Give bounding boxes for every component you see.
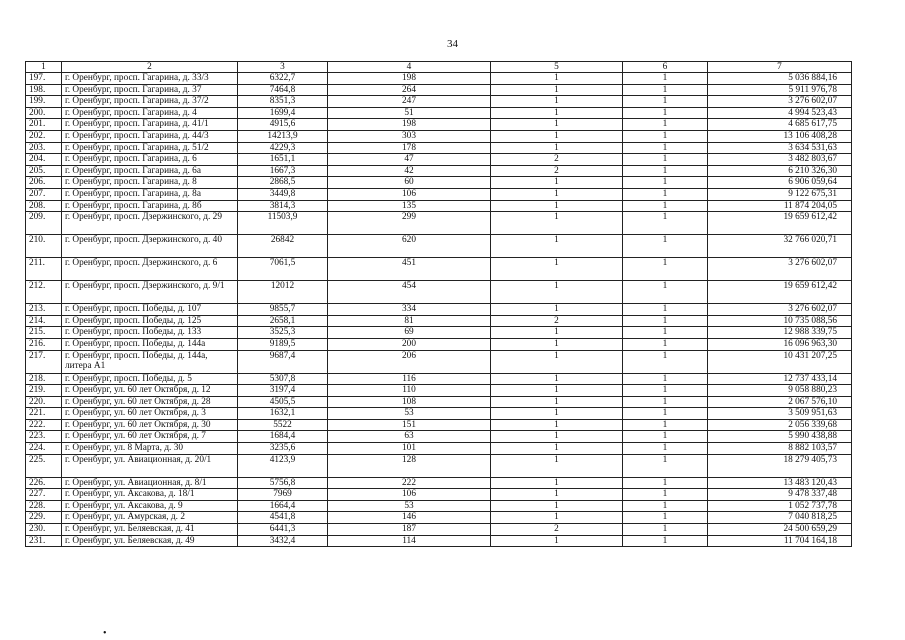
cell-area: 12012 — [238, 281, 328, 304]
cell-addr: г. Оренбург, просп. Гагарина, д. 8 — [62, 177, 238, 189]
cell-b: 1 — [623, 107, 708, 119]
table-row — [26, 350, 852, 373]
table-row — [26, 200, 852, 212]
cell-a: 1 — [491, 477, 623, 489]
cell-res: 187 — [328, 524, 491, 536]
cell-b: 1 — [623, 327, 708, 339]
cell-addr: г. Оренбург, просп. Гагарина, д. 37/2 — [62, 96, 238, 108]
cell-n: 218. — [26, 373, 62, 385]
cell-a: 1 — [491, 258, 623, 281]
cell-n: 203. — [26, 142, 62, 154]
cell-b: 1 — [623, 454, 708, 477]
column-header-row — [26, 62, 852, 73]
cell-area: 4915,6 — [238, 119, 328, 131]
cell-area: 1664,4 — [238, 500, 328, 512]
cell-n: 217. — [26, 350, 62, 373]
cell-cost: 13 106 408,28 — [708, 130, 852, 142]
cell-area: 11503,9 — [238, 212, 328, 235]
cell-area: 7464,8 — [238, 84, 328, 96]
cell-addr: г. Оренбург, просп. Гагарина, д. 41/1 — [62, 119, 238, 131]
cell-res: 116 — [328, 373, 491, 385]
cell-n: 215. — [26, 327, 62, 339]
cell-cost: 5 990 438,88 — [708, 431, 852, 443]
cell-b: 1 — [623, 212, 708, 235]
column-header: 6 — [623, 62, 708, 73]
cell-b: 1 — [623, 443, 708, 455]
cell-cost: 3 482 803,67 — [708, 154, 852, 166]
cell-area: 3449,8 — [238, 188, 328, 200]
cell-res: 69 — [328, 327, 491, 339]
cell-n: 212. — [26, 281, 62, 304]
cell-area: 4123,9 — [238, 454, 328, 477]
cell-n: 200. — [26, 107, 62, 119]
table-row — [26, 258, 852, 281]
cell-n: 214. — [26, 315, 62, 327]
cell-addr: г. Оренбург, просп. Дзержинского, д. 6 — [62, 258, 238, 281]
cell-a: 1 — [491, 385, 623, 397]
cell-n: 230. — [26, 524, 62, 536]
cell-n: 216. — [26, 338, 62, 350]
table-row — [26, 327, 852, 339]
cell-a: 2 — [491, 154, 623, 166]
cell-a: 2 — [491, 524, 623, 536]
cell-b: 1 — [623, 524, 708, 536]
table-row — [26, 443, 852, 455]
table-row — [26, 142, 852, 154]
cell-res: 334 — [328, 304, 491, 316]
cell-addr: г. Оренбург, просп. Гагарина, д. 4 — [62, 107, 238, 119]
cell-a: 1 — [491, 512, 623, 524]
table-row — [26, 408, 852, 420]
table-row — [26, 281, 852, 304]
cell-res: 247 — [328, 96, 491, 108]
cell-cost: 11 704 164,18 — [708, 535, 852, 547]
cell-cost: 4 994 523,43 — [708, 107, 852, 119]
cell-res: 206 — [328, 350, 491, 373]
cell-res: 151 — [328, 419, 491, 431]
cell-area: 9189,5 — [238, 338, 328, 350]
cell-a: 2 — [491, 315, 623, 327]
cell-res: 101 — [328, 443, 491, 455]
cell-cost: 12 988 339,75 — [708, 327, 852, 339]
cell-res: 110 — [328, 385, 491, 397]
cell-a: 1 — [491, 327, 623, 339]
cell-addr: г. Оренбург, ул. Беляевская, д. 41 — [62, 524, 238, 536]
cell-n: 198. — [26, 84, 62, 96]
cell-n: 197. — [26, 73, 62, 85]
cell-b: 1 — [623, 396, 708, 408]
cell-cost: 10 735 088,56 — [708, 315, 852, 327]
cell-a: 1 — [491, 489, 623, 501]
table-row — [26, 84, 852, 96]
cell-addr: г. Оренбург, ул. Авиационная, д. 8/1 — [62, 477, 238, 489]
cell-area: 1699,4 — [238, 107, 328, 119]
cell-res: 454 — [328, 281, 491, 304]
cell-cost: 24 500 659,29 — [708, 524, 852, 536]
cell-n: 213. — [26, 304, 62, 316]
cell-b: 1 — [623, 373, 708, 385]
cell-area: 5522 — [238, 419, 328, 431]
cell-b: 1 — [623, 419, 708, 431]
cell-area: 1684,4 — [238, 431, 328, 443]
cell-res: 222 — [328, 477, 491, 489]
cell-addr: г. Оренбург, просп. Гагарина, д. 8а — [62, 188, 238, 200]
cell-area: 5307,8 — [238, 373, 328, 385]
table-row — [26, 235, 852, 258]
cell-cost: 6 906 059,64 — [708, 177, 852, 189]
table-row — [26, 489, 852, 501]
cell-b: 1 — [623, 73, 708, 85]
cell-addr: г. Оренбург, просп. Гагарина, д. 6а — [62, 165, 238, 177]
column-header: 1 — [26, 62, 62, 73]
cell-a: 1 — [491, 281, 623, 304]
cell-n: 201. — [26, 119, 62, 131]
cell-res: 146 — [328, 512, 491, 524]
cell-res: 81 — [328, 315, 491, 327]
cell-b: 1 — [623, 431, 708, 443]
cell-addr: г. Оренбург, ул. Авиационная, д. 20/1 — [62, 454, 238, 477]
cell-b: 1 — [623, 142, 708, 154]
table-row — [26, 338, 852, 350]
table-row — [26, 512, 852, 524]
cell-area: 14213,9 — [238, 130, 328, 142]
table-row — [26, 96, 852, 108]
cell-cost: 4 685 617,75 — [708, 119, 852, 131]
cell-n: 220. — [26, 396, 62, 408]
column-header: 3 — [238, 62, 328, 73]
cell-n: 208. — [26, 200, 62, 212]
cell-cost: 9 058 880,23 — [708, 385, 852, 397]
cell-n: 219. — [26, 385, 62, 397]
cell-addr: г. Оренбург, просп. Гагарина, д. 8б — [62, 200, 238, 212]
cell-addr: г. Оренбург, просп. Победы, д. 144а — [62, 338, 238, 350]
cell-addr: г. Оренбург, ул. Амурская, д. 2 — [62, 512, 238, 524]
cell-b: 1 — [623, 84, 708, 96]
cell-area: 26842 — [238, 235, 328, 258]
table-row — [26, 396, 852, 408]
cell-cost: 1 052 737,78 — [708, 500, 852, 512]
cell-cost: 5 036 884,16 — [708, 73, 852, 85]
cell-cost: 19 659 612,42 — [708, 281, 852, 304]
cell-a: 1 — [491, 431, 623, 443]
cell-a: 1 — [491, 73, 623, 85]
cell-n: 211. — [26, 258, 62, 281]
column-header: 4 — [328, 62, 491, 73]
cell-a: 1 — [491, 396, 623, 408]
cell-addr: г. Оренбург, просп. Дзержинского, д. 9/1 — [62, 281, 238, 304]
table-row — [26, 154, 852, 166]
table-row — [26, 304, 852, 316]
cell-area: 2868,5 — [238, 177, 328, 189]
cell-area: 3814,3 — [238, 200, 328, 212]
table-row — [26, 385, 852, 397]
cell-b: 1 — [623, 200, 708, 212]
cell-area: 5756,8 — [238, 477, 328, 489]
cell-cost: 3 276 602,07 — [708, 96, 852, 108]
cell-a: 1 — [491, 408, 623, 420]
cell-a: 2 — [491, 165, 623, 177]
cell-n: 207. — [26, 188, 62, 200]
cell-area: 9855,7 — [238, 304, 328, 316]
cell-cost: 32 766 020,71 — [708, 235, 852, 258]
cell-a: 1 — [491, 142, 623, 154]
cell-area: 8351,3 — [238, 96, 328, 108]
column-header: 7 — [708, 62, 852, 73]
cell-a: 1 — [491, 177, 623, 189]
cell-cost: 7 040 818,25 — [708, 512, 852, 524]
cell-cost: 9 122 675,31 — [708, 188, 852, 200]
table-row — [26, 535, 852, 547]
cell-res: 451 — [328, 258, 491, 281]
cell-a: 1 — [491, 212, 623, 235]
cell-addr: г. Оренбург, просп. Победы, д. 5 — [62, 373, 238, 385]
cell-a: 1 — [491, 84, 623, 96]
cell-b: 1 — [623, 408, 708, 420]
table-row — [26, 373, 852, 385]
cell-area: 1651,1 — [238, 154, 328, 166]
cell-res: 128 — [328, 454, 491, 477]
table-row — [26, 431, 852, 443]
cell-area: 1632,1 — [238, 408, 328, 420]
cell-addr: г. Оренбург, просп. Победы, д. 107 — [62, 304, 238, 316]
cell-addr: г. Оренбург, просп. Гагарина, д. 44/3 — [62, 130, 238, 142]
cell-area: 3235,6 — [238, 443, 328, 455]
cell-n: 204. — [26, 154, 62, 166]
cell-b: 1 — [623, 258, 708, 281]
cell-a: 1 — [491, 188, 623, 200]
cell-cost: 3 509 951,63 — [708, 408, 852, 420]
registry-table — [25, 61, 852, 547]
cell-addr: г. Оренбург, просп. Дзержинского, д. 29 — [62, 212, 238, 235]
cell-cost: 5 911 976,78 — [708, 84, 852, 96]
cell-cost: 6 210 326,30 — [708, 165, 852, 177]
cell-cost: 3 276 602,07 — [708, 304, 852, 316]
cell-res: 60 — [328, 177, 491, 189]
cell-res: 51 — [328, 107, 491, 119]
cell-addr: г. Оренбург, просп. Победы, д. 125 — [62, 315, 238, 327]
cell-cost: 3 276 602,07 — [708, 258, 852, 281]
cell-addr: г. Оренбург, ул. 60 лет Октября, д. 28 — [62, 396, 238, 408]
table-row — [26, 188, 852, 200]
cell-area: 7969 — [238, 489, 328, 501]
cell-n: 225. — [26, 454, 62, 477]
table-row — [26, 419, 852, 431]
cell-addr: г. Оренбург, ул. Аксакова, д. 9 — [62, 500, 238, 512]
cell-area: 6322,7 — [238, 73, 328, 85]
table-row — [26, 477, 852, 489]
cell-area: 4541,8 — [238, 512, 328, 524]
cell-b: 1 — [623, 96, 708, 108]
cell-a: 1 — [491, 235, 623, 258]
cell-a: 1 — [491, 107, 623, 119]
cell-addr: г. Оренбург, просп. Гагарина, д. 6 — [62, 154, 238, 166]
cell-b: 1 — [623, 154, 708, 166]
cell-area: 4229,3 — [238, 142, 328, 154]
cell-addr: г. Оренбург, просп. Гагарина, д. 51/2 — [62, 142, 238, 154]
cell-res: 299 — [328, 212, 491, 235]
cell-b: 1 — [623, 385, 708, 397]
footer-mark: • — [103, 628, 107, 639]
cell-n: 222. — [26, 419, 62, 431]
cell-addr: г. Оренбург, просп. Победы, д. 144а, литера А1 — [62, 350, 238, 373]
cell-area: 7061,5 — [238, 258, 328, 281]
cell-cost: 19 659 612,42 — [708, 212, 852, 235]
cell-area: 3525,3 — [238, 327, 328, 339]
cell-b: 1 — [623, 165, 708, 177]
page-number: 34 — [447, 38, 458, 50]
cell-n: 228. — [26, 500, 62, 512]
cell-cost: 10 431 207,25 — [708, 350, 852, 373]
cell-b: 1 — [623, 130, 708, 142]
cell-res: 198 — [328, 73, 491, 85]
cell-res: 135 — [328, 200, 491, 212]
cell-n: 229. — [26, 512, 62, 524]
cell-n: 223. — [26, 431, 62, 443]
cell-n: 206. — [26, 177, 62, 189]
cell-a: 1 — [491, 338, 623, 350]
cell-cost: 12 737 433,14 — [708, 373, 852, 385]
cell-res: 42 — [328, 165, 491, 177]
cell-res: 106 — [328, 188, 491, 200]
cell-a: 1 — [491, 373, 623, 385]
column-header: 2 — [62, 62, 238, 73]
cell-a: 1 — [491, 500, 623, 512]
cell-b: 1 — [623, 500, 708, 512]
cell-n: 199. — [26, 96, 62, 108]
cell-cost: 16 096 963,30 — [708, 338, 852, 350]
cell-n: 209. — [26, 212, 62, 235]
cell-res: 200 — [328, 338, 491, 350]
cell-b: 1 — [623, 489, 708, 501]
cell-res: 114 — [328, 535, 491, 547]
cell-area: 3432,4 — [238, 535, 328, 547]
table-row — [26, 130, 852, 142]
cell-addr: г. Оренбург, ул. 8 Марта, д. 30 — [62, 443, 238, 455]
cell-cost: 18 279 405,73 — [708, 454, 852, 477]
cell-a: 1 — [491, 454, 623, 477]
cell-b: 1 — [623, 315, 708, 327]
cell-cost: 8 882 103,57 — [708, 443, 852, 455]
cell-a: 1 — [491, 443, 623, 455]
cell-n: 202. — [26, 130, 62, 142]
cell-cost: 2 067 576,10 — [708, 396, 852, 408]
cell-addr: г. Оренбург, ул. 60 лет Октября, д. 7 — [62, 431, 238, 443]
table-row — [26, 107, 852, 119]
cell-b: 1 — [623, 535, 708, 547]
cell-b: 1 — [623, 350, 708, 373]
cell-res: 303 — [328, 130, 491, 142]
cell-n: 224. — [26, 443, 62, 455]
cell-area: 9687,4 — [238, 350, 328, 373]
table-row — [26, 315, 852, 327]
cell-area: 4505,5 — [238, 396, 328, 408]
cell-cost: 13 483 120,43 — [708, 477, 852, 489]
cell-res: 106 — [328, 489, 491, 501]
table-row — [26, 119, 852, 131]
table-row — [26, 212, 852, 235]
cell-b: 1 — [623, 338, 708, 350]
cell-b: 1 — [623, 188, 708, 200]
cell-a: 1 — [491, 119, 623, 131]
table-row — [26, 454, 852, 477]
table-row — [26, 500, 852, 512]
cell-addr: г. Оренбург, просп. Гагарина, д. 33/3 — [62, 73, 238, 85]
cell-addr: г. Оренбург, просп. Дзержинского, д. 40 — [62, 235, 238, 258]
cell-n: 210. — [26, 235, 62, 258]
cell-res: 264 — [328, 84, 491, 96]
cell-res: 47 — [328, 154, 491, 166]
cell-area: 3197,4 — [238, 385, 328, 397]
cell-addr: г. Оренбург, ул. 60 лет Октября, д. 12 — [62, 385, 238, 397]
cell-b: 1 — [623, 477, 708, 489]
cell-addr: г. Оренбург, просп. Победы, д. 133 — [62, 327, 238, 339]
cell-b: 1 — [623, 235, 708, 258]
table-body — [26, 73, 852, 547]
cell-n: 205. — [26, 165, 62, 177]
cell-addr: г. Оренбург, просп. Гагарина, д. 37 — [62, 84, 238, 96]
cell-n: 221. — [26, 408, 62, 420]
table-row — [26, 524, 852, 536]
cell-n: 231. — [26, 535, 62, 547]
cell-cost: 2 056 339,68 — [708, 419, 852, 431]
cell-area: 2658,1 — [238, 315, 328, 327]
cell-n: 227. — [26, 489, 62, 501]
cell-a: 1 — [491, 350, 623, 373]
cell-n: 226. — [26, 477, 62, 489]
cell-res: 178 — [328, 142, 491, 154]
cell-area: 6441,3 — [238, 524, 328, 536]
cell-addr: г. Оренбург, ул. 60 лет Октября, д. 3 — [62, 408, 238, 420]
cell-a: 1 — [491, 130, 623, 142]
cell-res: 620 — [328, 235, 491, 258]
cell-area: 1667,3 — [238, 165, 328, 177]
cell-res: 198 — [328, 119, 491, 131]
cell-cost: 9 478 337,48 — [708, 489, 852, 501]
cell-addr: г. Оренбург, ул. Беляевская, д. 49 — [62, 535, 238, 547]
cell-b: 1 — [623, 281, 708, 304]
cell-b: 1 — [623, 177, 708, 189]
cell-cost: 3 634 531,63 — [708, 142, 852, 154]
cell-b: 1 — [623, 119, 708, 131]
table-row — [26, 165, 852, 177]
table-row — [26, 73, 852, 85]
cell-res: 53 — [328, 408, 491, 420]
table-row — [26, 177, 852, 189]
cell-b: 1 — [623, 512, 708, 524]
cell-res: 108 — [328, 396, 491, 408]
cell-a: 1 — [491, 535, 623, 547]
cell-res: 63 — [328, 431, 491, 443]
cell-cost: 11 874 204,05 — [708, 200, 852, 212]
cell-a: 1 — [491, 96, 623, 108]
cell-b: 1 — [623, 304, 708, 316]
cell-a: 1 — [491, 419, 623, 431]
cell-a: 1 — [491, 200, 623, 212]
cell-res: 53 — [328, 500, 491, 512]
cell-addr: г. Оренбург, ул. 60 лет Октября, д. 30 — [62, 419, 238, 431]
column-header: 5 — [491, 62, 623, 73]
cell-addr: г. Оренбург, ул. Аксакова, д. 18/1 — [62, 489, 238, 501]
cell-a: 1 — [491, 304, 623, 316]
